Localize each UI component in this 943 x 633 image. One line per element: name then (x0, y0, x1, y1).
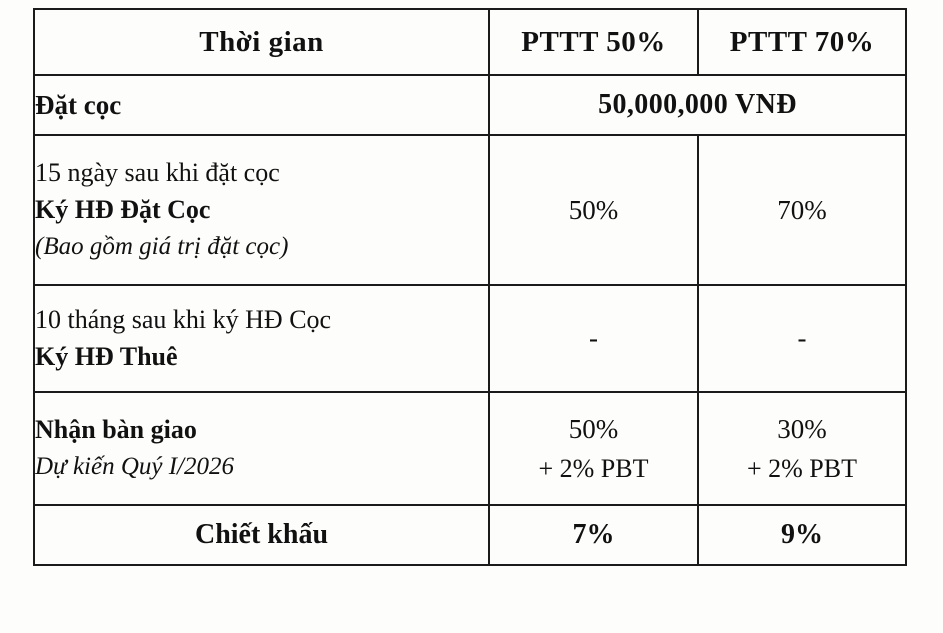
value-plan-70: 70% (698, 135, 906, 285)
row-line-italic: (Bao gồm giá trị đặt cọc) (35, 233, 289, 261)
row-label-handover (34, 392, 489, 505)
payment-schedule-table (33, 8, 907, 566)
value-plan-50-main: 50% (568, 413, 619, 444)
value-plan-70: 9% (698, 505, 906, 565)
value-plan-70-main: 30% (777, 413, 827, 444)
value-plan-50: - (489, 285, 698, 392)
row-line-normal: 15 ngày sau khi đặt cọc (35, 158, 280, 188)
value-plan-70 (698, 392, 906, 505)
value-plan-50: 50% (489, 135, 698, 285)
row-line-normal: 10 tháng sau khi ký HĐ Cọc (35, 304, 332, 334)
value-plan-70-sub: + 2% PBT (746, 454, 857, 484)
column-header-plan-50: PTTT 50% (489, 9, 698, 75)
table-row (34, 505, 906, 565)
value-plan-50 (489, 392, 698, 505)
table-row (34, 135, 906, 285)
table-header-row (34, 9, 906, 75)
row-label-deposit: Đặt cọc (34, 75, 489, 135)
row-label-discount: Chiết khấu (34, 505, 489, 565)
deposit-amount-value: 50,000,000 VNĐ (489, 75, 906, 135)
row-label-sign-lease-contract (34, 285, 489, 392)
value-plan-70: - (698, 285, 906, 392)
table-row (34, 75, 906, 135)
column-header-time: Thời gian (34, 9, 489, 75)
value-plan-50-sub: + 2% PBT (538, 454, 649, 484)
table-row (34, 392, 906, 505)
row-line-bold: Ký HĐ Đặt Cọc (35, 195, 211, 225)
row-line-italic: Dự kiến Quý I/2026 (35, 453, 234, 481)
row-label-sign-deposit-contract (34, 135, 489, 285)
column-header-plan-70: PTTT 70% (698, 9, 906, 75)
row-line-bold: Nhận bàn giao (35, 415, 197, 445)
value-plan-50: 7% (489, 505, 698, 565)
row-line-bold: Ký HĐ Thuê (35, 341, 178, 371)
table-row (34, 285, 906, 392)
